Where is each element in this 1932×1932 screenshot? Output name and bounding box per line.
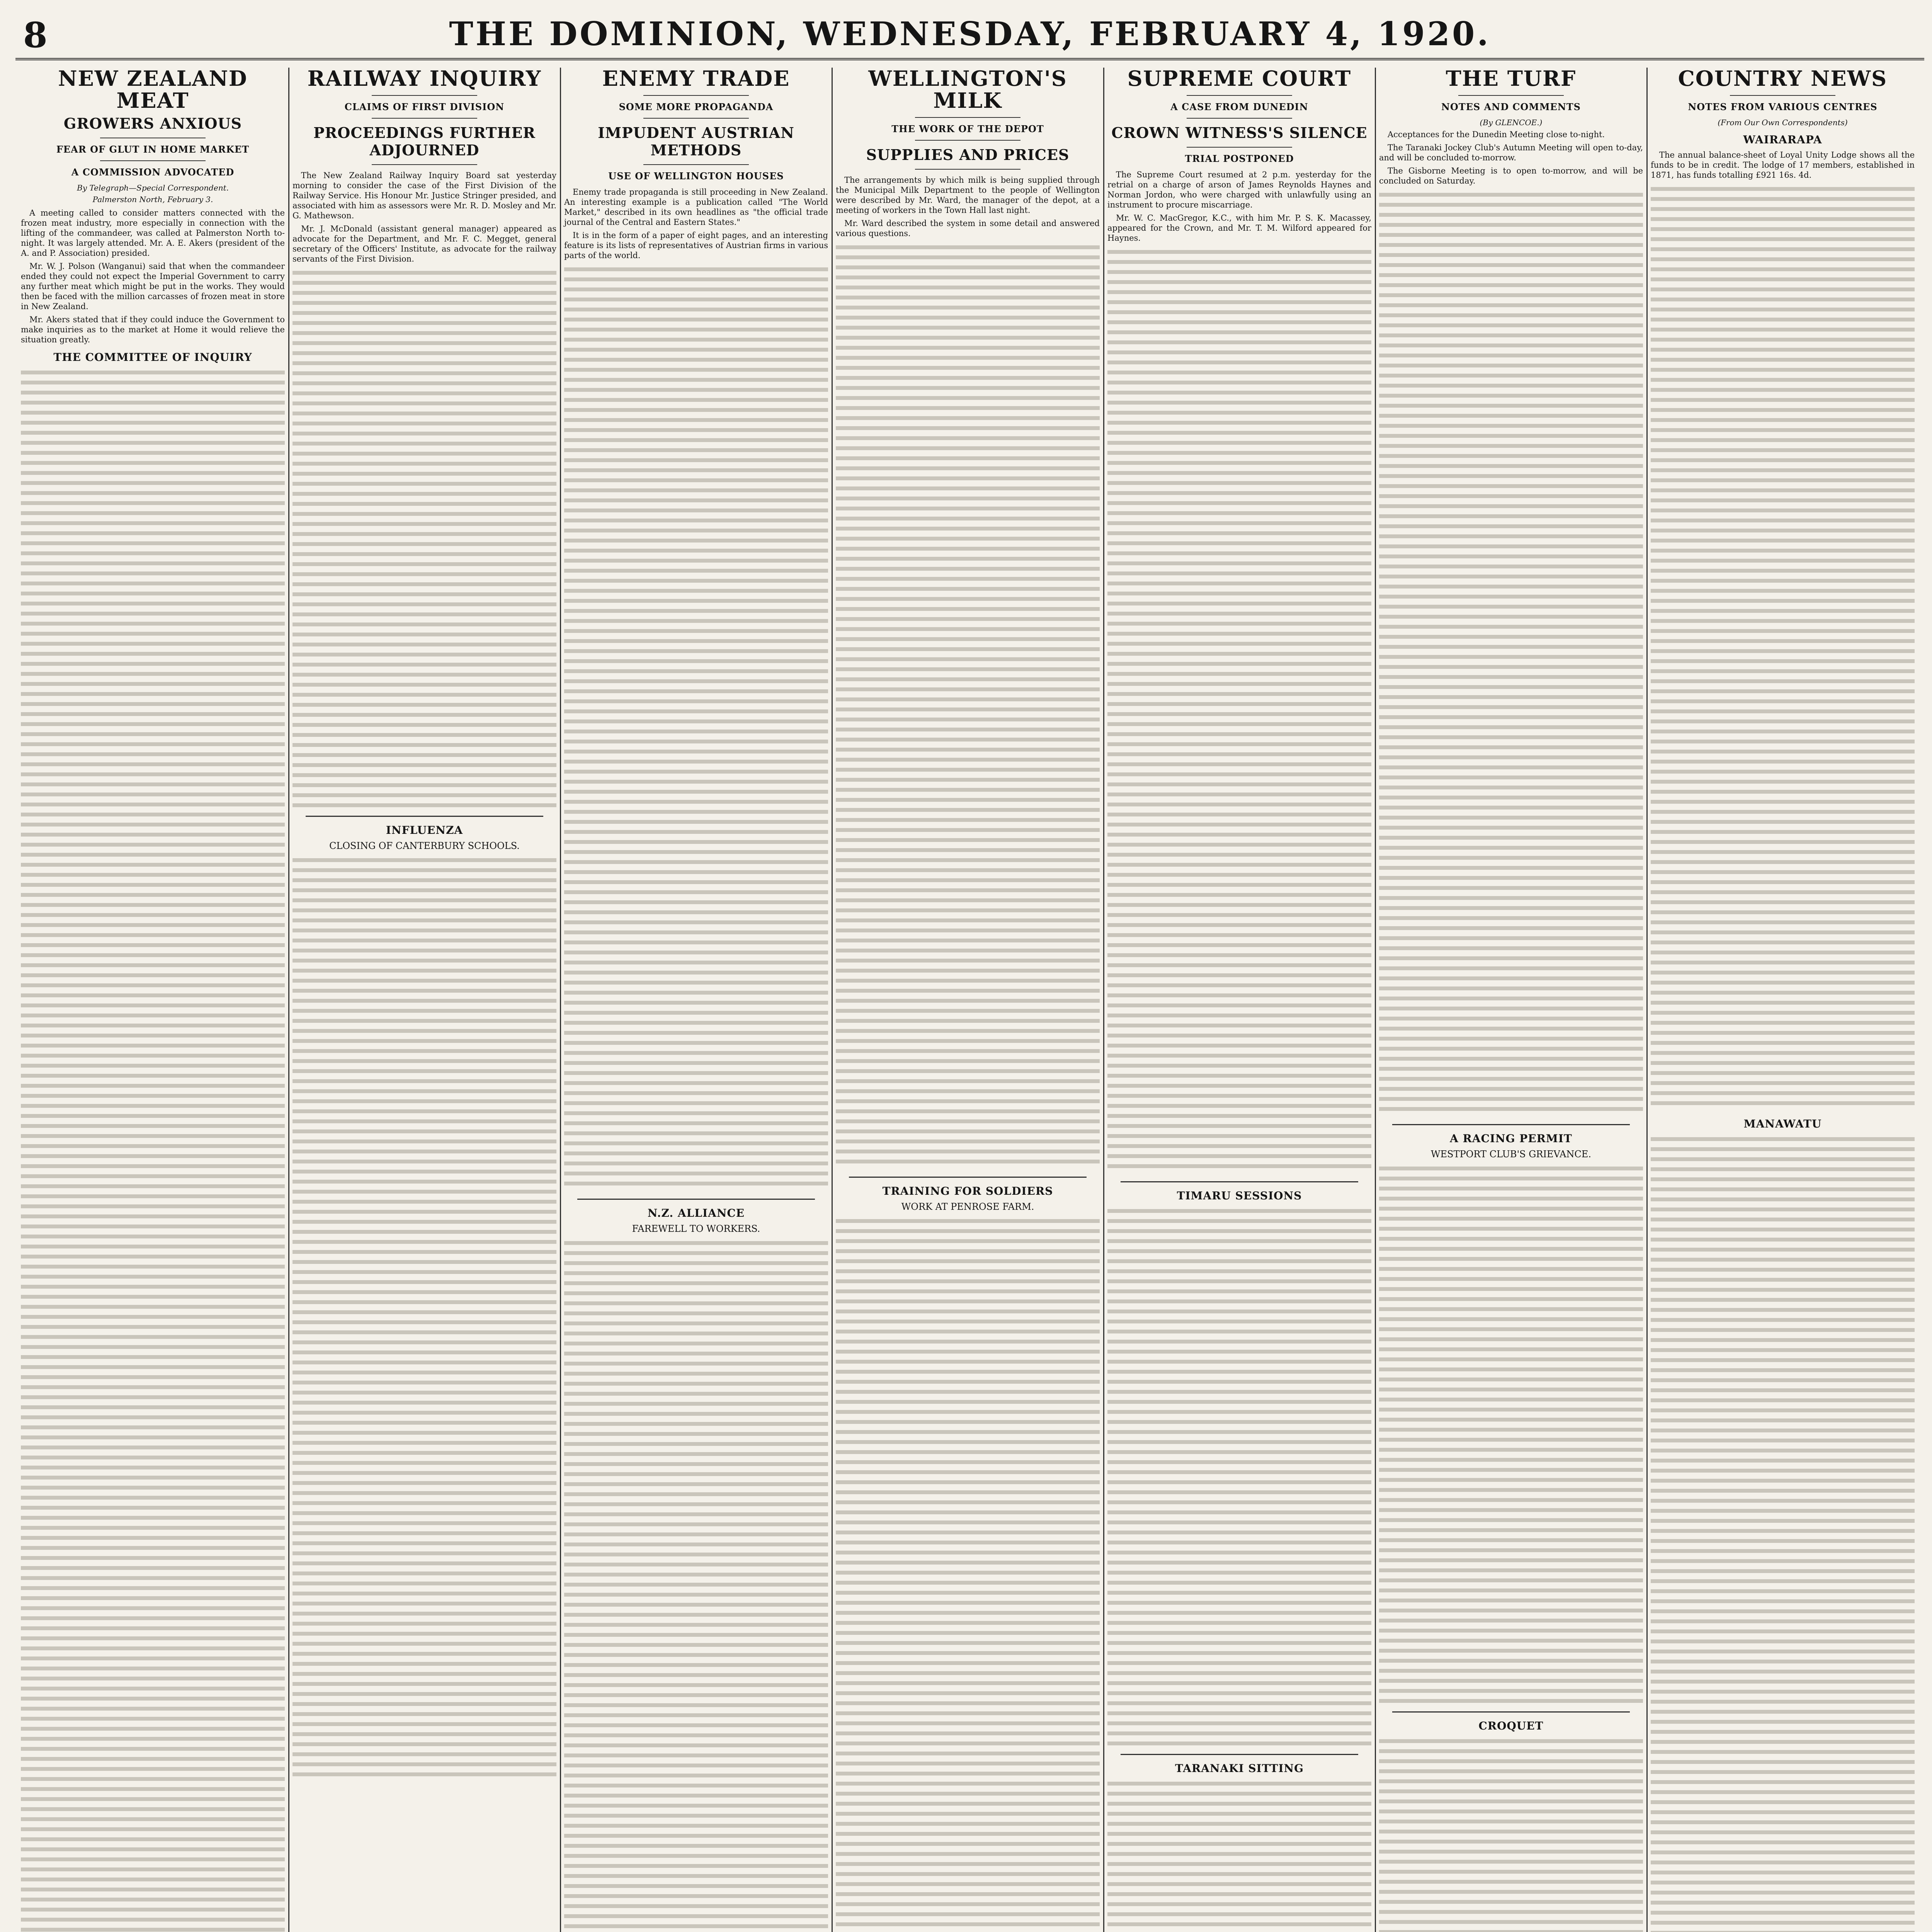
body-text-block xyxy=(1107,1206,1371,1747)
divider xyxy=(1121,1754,1358,1755)
divider xyxy=(1187,118,1292,119)
divider xyxy=(849,1177,1087,1178)
article-paragraph: The New Zealand Railway Inquiry Board sat yesterday morning to consider the case of the First Division of the Railway Service. His Honour Mr. Justice Stringer presided, and associated with him as assessors were Mr. R. D. Mosley and Mr. G. Mathewson. xyxy=(293,171,556,221)
body-text-block xyxy=(1107,1779,1371,1932)
column-rule xyxy=(1646,68,1648,1932)
headline: COUNTRY NEWS xyxy=(1678,68,1888,91)
body-text-block xyxy=(293,268,556,809)
article-paragraph: Mr. W. C. MacGregor, K.C., with him Mr. P. S. K. Macassey, appeared for the Crown, and Mr. T. M. Wilford appeared for Haynes. xyxy=(1107,213,1371,243)
sub-heading: INFLUENZA xyxy=(386,824,463,837)
body-text-block xyxy=(1651,1134,1915,1932)
headline: SUPREME COURT xyxy=(1127,68,1352,91)
sub-deck: WORK AT PENROSE FARM. xyxy=(901,1201,1034,1213)
page-number: 8 xyxy=(23,15,48,56)
sub-heading: TRAINING FOR SOLDIERS xyxy=(882,1185,1053,1198)
column-enemy-trade xyxy=(562,68,830,1932)
deck: SOME MORE PROPAGANDA xyxy=(619,101,774,113)
sub-deck: FAREWELL TO WORKERS. xyxy=(632,1223,760,1235)
body-text-block xyxy=(21,367,285,1932)
article-paragraph: Mr. W. J. Polson (Wanganui) said that when the commandeer ended they could not expect the Imperial Government to carry any further meat which might be put in the works. They would then be faced with the million carcasses of frozen meat in store in New Zealand. xyxy=(21,262,285,311)
dateline: Palmerston North, February 3. xyxy=(92,195,213,204)
byline: (By GLENCOE.) xyxy=(1480,118,1543,128)
deck: GROWERS ANXIOUS xyxy=(63,115,242,133)
section-heading: MANAWATU xyxy=(1743,1117,1822,1131)
article-paragraph: The Taranaki Jockey Club's Autumn Meeting will open to-day, and will be concluded to-morrow. xyxy=(1379,143,1643,163)
divider xyxy=(372,95,477,96)
column-rule xyxy=(560,68,561,1932)
body-text-block xyxy=(1379,1736,1643,1932)
article-paragraph: Mr. Ward described the system in some detail and answered various questions. xyxy=(836,219,1100,238)
column-rule xyxy=(1375,68,1376,1932)
sub-deck: WESTPORT CLUB'S GRIEVANCE. xyxy=(1430,1149,1592,1160)
column-rule xyxy=(1103,68,1104,1932)
sub-heading: TIMARU SESSIONS xyxy=(1177,1189,1302,1202)
deck: USE OF WELLINGTON HOUSES xyxy=(608,170,784,182)
divider xyxy=(100,160,206,161)
body-text-block xyxy=(293,855,556,1782)
sub-heading: THE COMMITTEE OF INQUIRY xyxy=(53,351,252,364)
divider xyxy=(1187,147,1292,148)
divider xyxy=(915,169,1020,170)
headline: RAILWAY INQUIRY xyxy=(307,68,542,91)
sub-heading: A RACING PERMIT xyxy=(1450,1132,1572,1145)
article-paragraph: A meeting called to consider matters connected with the frozen meat industry, more especially in connection with the lifting of the commandeer, was called at Palmerston North to-night. It was largely attended. Mr. A. E. Akers (president of the A. and P. Association) presided. xyxy=(21,208,285,258)
article-paragraph: It is in the form of a paper of eight pages, and an interesting feature is its lists of representatives of Austrian firms in various parts of the world. xyxy=(564,231,828,260)
deck: TRIAL POSTPONED xyxy=(1185,153,1294,165)
column-supreme-court xyxy=(1105,68,1374,1932)
body-text-block xyxy=(564,1238,828,1932)
column-meat xyxy=(19,68,287,1932)
byline: By Telegraph—Special Correspondent. xyxy=(77,183,229,193)
deck: PROCEEDINGS FURTHER ADJOURNED xyxy=(313,124,536,159)
body-text-block xyxy=(1379,1163,1643,1704)
column-turf xyxy=(1377,68,1645,1932)
article-paragraph: Mr. J. McDonald (assistant general manager) appeared as advocate for the Department, and Mr. F. C. Megget, general secretary of the Officers' Institute, as advocate for the railway servants of the First Division. xyxy=(293,224,556,264)
divider xyxy=(643,118,749,119)
body-text-block xyxy=(1651,184,1915,1111)
deck: CLAIMS OF FIRST DIVISION xyxy=(344,101,505,113)
headline: ENEMY TRADE xyxy=(602,68,790,91)
divider xyxy=(915,140,1020,141)
divider xyxy=(915,117,1020,118)
headline: NEW ZEALAND MEAT xyxy=(58,68,248,113)
divider xyxy=(372,164,477,165)
deck: A CASE FROM DUNEDIN xyxy=(1170,101,1308,113)
body-text-block xyxy=(836,1216,1100,1932)
sub-heading: N.Z. ALLIANCE xyxy=(647,1207,745,1220)
sub-heading: CROQUET xyxy=(1478,1719,1544,1733)
deck: NOTES AND COMMENTS xyxy=(1441,101,1581,113)
article-paragraph: Mr. Akers stated that if they could induce the Government to make inquiries as to the market at Home it would relieve the situation greatly. xyxy=(21,315,285,345)
deck: SUPPLIES AND PRICES xyxy=(866,146,1070,164)
article-paragraph: Enemy trade propaganda is still proceeding in New Zealand. An interesting example is a publication called "The World Market," described in its own headlines as "the official trade journal of the Central and Eastern States." xyxy=(564,187,828,227)
sub-heading: TARANAKI SITTING xyxy=(1175,1762,1304,1775)
article-paragraph: The arrangements by which milk is being supplied through the Municipal Milk Department to the people of Wellington were described by Mr. Ward, the manager of the depot, at a meeting of workers in the Town Hall last night. xyxy=(836,175,1100,215)
deck: IMPUDENT AUSTRIAN METHODS xyxy=(598,124,794,159)
body-text-block xyxy=(1379,190,1643,1117)
deck: FEAR OF GLUT IN HOME MARKET xyxy=(56,144,250,155)
column-rule xyxy=(288,68,289,1932)
masthead xyxy=(15,8,1924,60)
deck: THE WORK OF THE DEPOT xyxy=(891,123,1044,135)
divider xyxy=(1187,95,1292,96)
article-paragraph: Acceptances for the Dunedin Meeting close to-night. xyxy=(1388,130,1605,139)
divider xyxy=(1121,1181,1358,1182)
deck: CROWN WITNESS'S SILENCE xyxy=(1111,124,1367,142)
divider xyxy=(643,95,749,96)
body-text-block xyxy=(836,242,1100,1170)
column-milk xyxy=(833,68,1102,1932)
column-railway xyxy=(290,68,559,1932)
divider xyxy=(306,816,543,817)
divider xyxy=(1458,95,1564,96)
byline: (From Our Own Correspondents) xyxy=(1718,118,1848,128)
divider xyxy=(1730,95,1835,96)
newspaper-title: THE DOMINION, WEDNESDAY, FEBRUARY 4, 1920. xyxy=(449,15,1491,53)
deck: A COMMISSION ADVOCATED xyxy=(71,167,235,178)
body-text-block xyxy=(564,264,828,1192)
section-heading: WAIRARAPA xyxy=(1743,133,1822,146)
article-paragraph: The Gisborne Meeting is to open to-morrow, and will be concluded on Saturday. xyxy=(1379,166,1643,186)
column-country-news xyxy=(1648,68,1917,1932)
body-text-block xyxy=(1107,247,1371,1174)
article-paragraph: The Supreme Court resumed at 2 p.m. yesterday for the retrial on a charge of arson of James Reynolds Haynes and Norman Jordon, who were charged with unlawfully using an instrument to procure miscarriage. xyxy=(1107,170,1371,210)
headline: WELLINGTON'S MILK xyxy=(868,68,1067,113)
deck: NOTES FROM VARIOUS CENTRES xyxy=(1688,101,1878,113)
article-paragraph: The annual balance-sheet of Loyal Unity Lodge shows all the funds to be in credit. The lodge of 17 members, established in 1871, has funds totalling £921 16s. 4d. xyxy=(1651,150,1915,180)
sub-deck: CLOSING OF CANTERBURY SCHOOLS. xyxy=(329,840,520,852)
divider xyxy=(577,1199,815,1200)
divider xyxy=(372,118,477,119)
column-rule xyxy=(832,68,833,1932)
divider xyxy=(1392,1711,1630,1713)
divider xyxy=(1392,1124,1630,1125)
divider xyxy=(643,164,749,165)
headline: THE TURF xyxy=(1446,68,1577,91)
